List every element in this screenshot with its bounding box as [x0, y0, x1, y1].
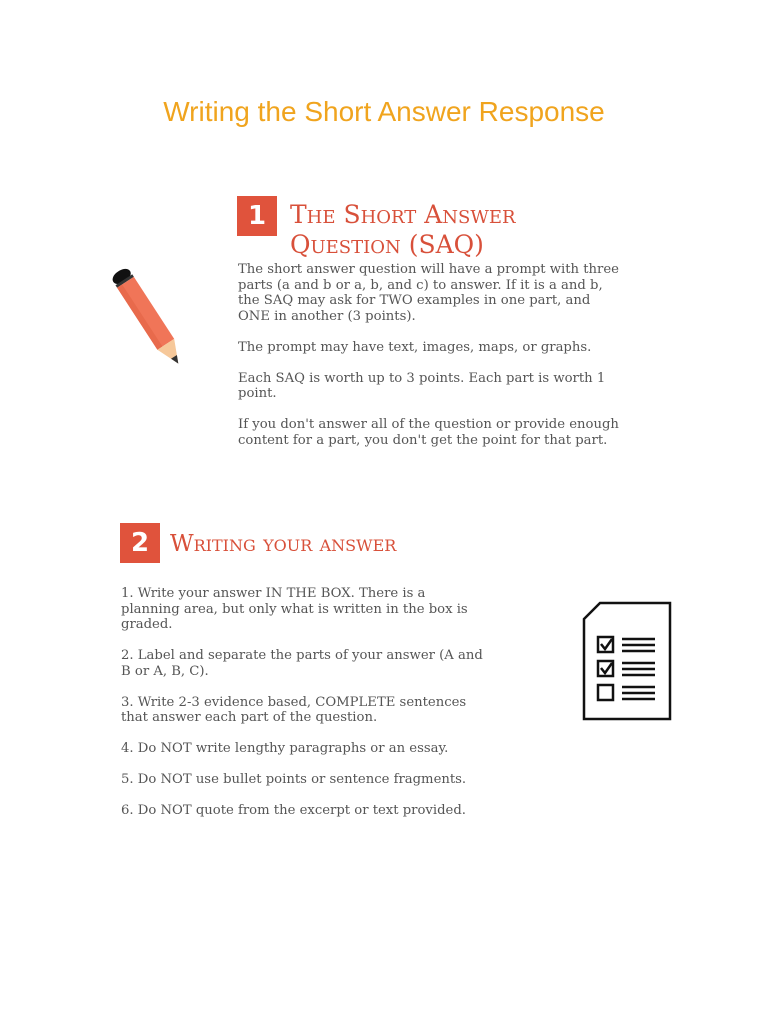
section-1-body [238, 262, 626, 464]
section-1-heading [290, 200, 516, 260]
section-1-paragraph: The short answer question will have a prompt with three parts (a and b or a, b, and c) to answer. If it is a and b, the SAQ may ask for TWO examples in one part, and ONE in another (3 points). [238, 262, 619, 324]
list-item: 4. Do NOT write lengthy paragraphs or an essay. [121, 741, 449, 756]
section-1-heading-line1: The Short Answer [290, 200, 516, 229]
section-1-number-badge: 1 [237, 196, 277, 236]
section-1-paragraph: If you don't answer all of the question or provide enough content for a part, you don't get the point for that part. [238, 417, 619, 448]
list-item: 2. Label and separate the parts of your answer (A and B or A, B, C). [121, 648, 483, 679]
pencil-icon [108, 262, 192, 378]
list-item: 3. Write 2-3 evidence based, COMPLETE sentences that answer each part of the question. [121, 694, 467, 725]
section-2-list [121, 586, 483, 834]
section-1-paragraph: Each SAQ is worth up to 3 points. Each part is worth 1 point. [238, 370, 606, 401]
page-title: Writing the Short Answer Response [163, 96, 605, 127]
checklist-icon [582, 601, 672, 721]
section-1-heading-line2: Question (SAQ) [290, 230, 484, 259]
section-2-heading: Writing your answer [170, 531, 397, 557]
section-1-paragraph: The prompt may have text, images, maps, or graphs. [238, 339, 592, 355]
section-2-number-badge: 2 [120, 523, 160, 563]
list-item: 5. Do NOT use bullet points or sentence fragments. [121, 772, 467, 787]
list-item: 1. Write your answer IN THE BOX. There is a planning area, but only what is written in the box is graded. [121, 586, 468, 632]
list-item: 6. Do NOT quote from the excerpt or text provided. [121, 803, 466, 818]
